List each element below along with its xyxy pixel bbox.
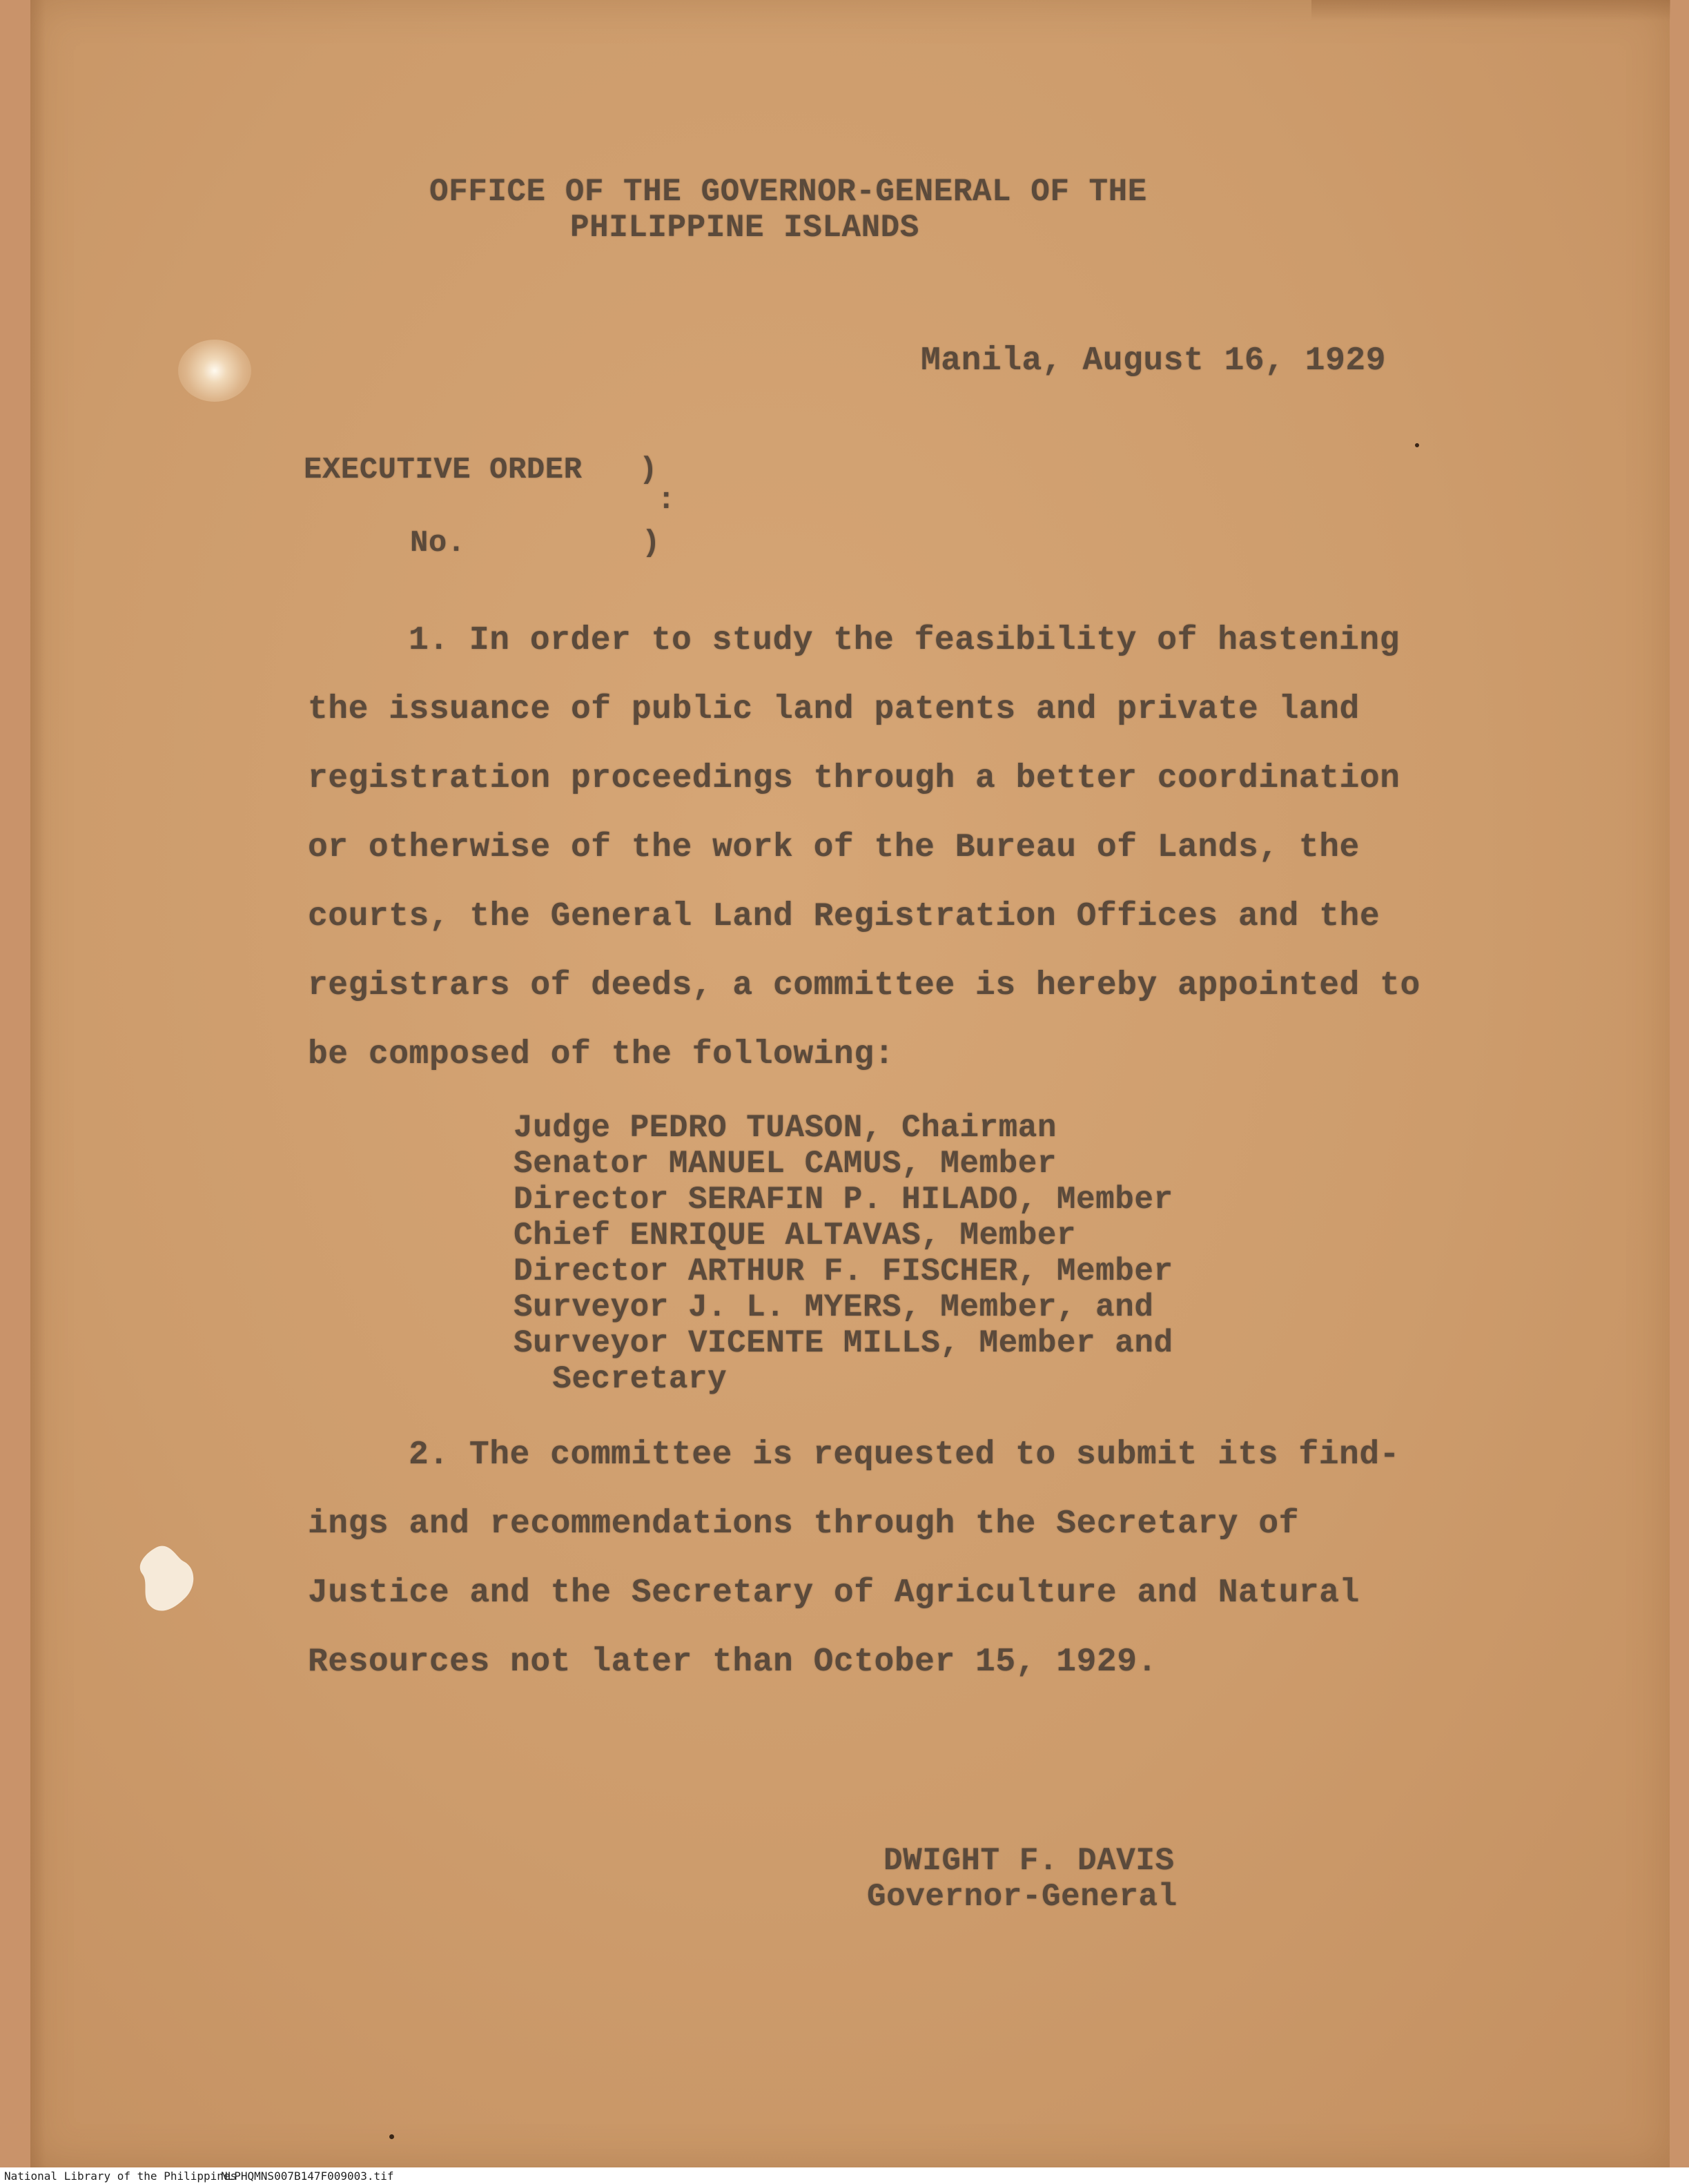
committee-member: Director ARTHUR F. FISCHER, Member [514,1254,1173,1289]
executive-order-paren-bottom: ) [642,526,661,560]
letterhead-line-2: PHILIPPINE ISLANDS [570,210,919,246]
paper-top-stain [1311,0,1670,21]
paragraph-1-line: the issuance of public land patents and private land [308,691,1360,728]
paper-edge-shadow [30,0,46,2167]
paragraph-2-line: Justice and the Secretary of Agriculture and Natural [308,1574,1360,1612]
committee-member: Chief ENRIQUE ALTAVAS, Member [514,1218,1077,1254]
committee-member: Judge PEDRO TUASON, Chairman [514,1110,1057,1146]
paragraph-2-line: Resources not later than October 15, 1929. [308,1644,1158,1681]
executive-order-number-label: No. [410,526,466,560]
committee-member: Secretary [514,1361,728,1397]
scan-footer-library: National Library of the Philippines [4,2170,237,2183]
paper-speck [389,2134,394,2139]
signatory-title: Governor-General [867,1879,1178,1915]
paragraph-1-line: or otherwise of the work of the Bureau of Lands, the [308,829,1360,866]
punch-hole [178,340,251,402]
executive-order-label: EXECUTIVE ORDER [304,453,583,487]
paragraph-1-line: courts, the General Land Registration Offices and the [308,898,1380,935]
paragraph-1-line: 1. In order to study the feasibility of hastening [409,622,1400,659]
paper-tear-mark [135,1541,199,1617]
paragraph-1-line: registrars of deeds, a committee is hereby appointed to [308,967,1420,1004]
executive-order-colon: : [657,483,676,518]
dateline: Manila, August 16, 1929 [921,342,1387,380]
scan-footer-filename: NLPHQMNS007B147F009003.tif [221,2170,394,2183]
paragraph-2-line: 2. The committee is requested to submit its find- [409,1436,1400,1474]
paragraph-2-line: ings and recommendations through the Secretary of [308,1505,1299,1543]
letterhead-line-1: OFFICE OF THE GOVERNOR-GENERAL OF THE [429,174,1147,210]
signatory-name: DWIGHT F. DAVIS [883,1843,1175,1879]
paper-speck [1415,443,1419,447]
executive-order-paren-top: ) [639,453,658,487]
committee-member: Surveyor J. L. MYERS, Member, and [514,1289,1154,1325]
paragraph-1-line: be composed of the following: [308,1036,895,1073]
paragraph-1-line: registration proceedings through a better coordination [308,760,1400,797]
committee-member: Senator MANUEL CAMUS, Member [514,1146,1057,1182]
committee-member: Director SERAFIN P. HILADO, Member [514,1182,1173,1218]
committee-member: Surveyor VICENTE MILLS, Member and [514,1325,1173,1361]
